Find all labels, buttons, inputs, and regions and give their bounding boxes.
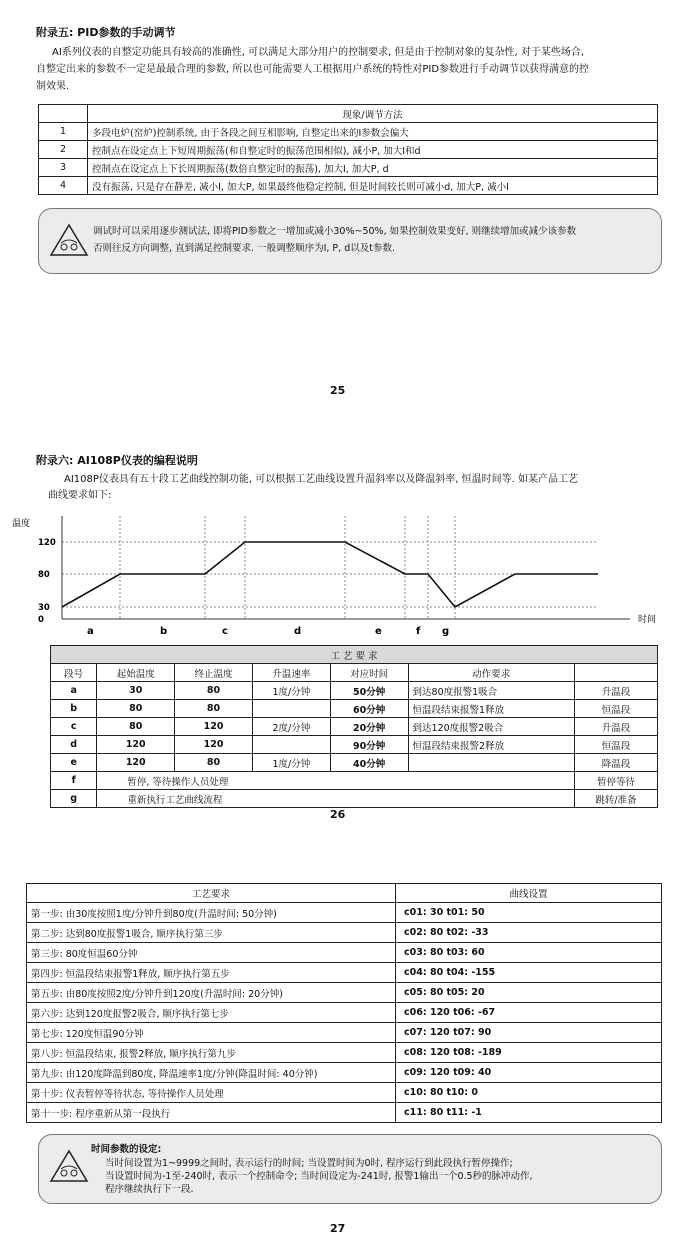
y-tick-label: 80 (38, 570, 50, 580)
step-requirement: 第六步: 达到120度报警2吸合, 顺序执行第七步 (27, 1003, 396, 1023)
proc-cell: 80 (175, 682, 253, 700)
proc-cell: 恒温段 (574, 700, 657, 718)
proc-cell: 80 (97, 718, 175, 736)
step-row (27, 983, 662, 1003)
step-setting: c07: 120 t07: 90 (396, 1023, 662, 1043)
section5-para-line2: 自整定出来的参数不一定是最最合理的参数, 所以也可能需要人工根据用户系统的特性对PID参数进行手动调节以获得满意的控 (36, 64, 590, 75)
proc-row (51, 682, 658, 700)
step-requirement: 第八步: 恒温段结束, 报警2释放, 顺序执行第九步 (27, 1043, 396, 1063)
y-tick-label: 30 (38, 603, 50, 613)
segment-label: c (222, 626, 228, 637)
step-row (27, 903, 662, 923)
warning-icon (49, 1149, 89, 1183)
proc-cell: 恒温段结束报警1释放 (408, 700, 574, 718)
proc-header-cell: 升温速率 (252, 664, 330, 682)
proc-cell: 升温段 (574, 718, 657, 736)
tip2-line3: 程序继续执行下一段. (105, 1184, 194, 1195)
proc-cell: 80 (97, 700, 175, 718)
step-setting: c03: 80 t03: 60 (396, 943, 662, 963)
step-setting: c10: 80 t10: 0 (396, 1083, 662, 1103)
section5-para-line3: 制效果. (36, 81, 70, 92)
proc-cell: 20分钟 (330, 718, 408, 736)
process-table-title: 工 艺 要 求 (51, 646, 658, 664)
proc-header-cell: 终止温度 (175, 664, 253, 682)
proc-row (51, 718, 658, 736)
process-curve-chart (10, 508, 690, 638)
step-row (27, 1043, 662, 1063)
proc-cell: 1度/分钟 (252, 682, 330, 700)
tip-box-2 (38, 1134, 662, 1204)
pid-row-text: 控制点在设定点上下短周期振荡(和自整定时的振荡范围相似), 减小P, 加大I和d (88, 141, 658, 159)
steps-header-req: 工艺要求 (27, 884, 396, 903)
step-row (27, 1083, 662, 1103)
step-row (27, 923, 662, 943)
y-axis-label: 温度 (12, 519, 31, 529)
proc-cell: 到达80度报警1吸合 (408, 682, 574, 700)
proc-header-cell: 起始温度 (97, 664, 175, 682)
proc-cell: 恒温段结束报警2释放 (408, 736, 574, 754)
pid-row-text: 没有振荡, 只是存在静差, 减小I, 加大P, 如果最终他稳定控制, 但是时间较长则可减小d, 加大P, 减小I (88, 177, 658, 195)
proc-row (51, 700, 658, 718)
proc-cell (252, 700, 330, 718)
tip2-line2: 当设置时间为-1至-240时, 表示一个控制命令; 当时间设定为-241时, 报警1输出一个0.5秒的脉冲动作, (105, 1171, 533, 1182)
segment-label: a (87, 626, 94, 637)
step-row (27, 1063, 662, 1083)
section6-para-line1: AI108P仪表具有五十段工艺曲线控制功能, 可以根据工艺曲线设置升温斜率以及降温斜率, 恒温时间等. 如某产品工艺 (64, 474, 578, 485)
proc-cell: 60分钟 (330, 700, 408, 718)
warning-icon (49, 223, 89, 257)
proc-cell: 升温段 (574, 682, 657, 700)
segment-label: g (442, 626, 450, 637)
pid-row-num: 2 (39, 141, 88, 159)
proc-cell: 到达120度报警2吸合 (408, 718, 574, 736)
step-requirement: 第二步: 达到80度报警1吸合, 顺序执行第三步 (27, 923, 396, 943)
proc-cell: 30 (97, 682, 175, 700)
proc-id: g (51, 790, 97, 808)
y-tick-label: 120 (38, 538, 56, 548)
proc-cell: d (51, 736, 97, 754)
proc-text: 重新执行工艺曲线流程 (97, 790, 575, 808)
section5-title: 附录五: PID参数的手动调节 (36, 26, 176, 39)
proc-cell: 90分钟 (330, 736, 408, 754)
step-setting: c05: 80 t05: 20 (396, 983, 662, 1003)
pid-table-header: 现象/调节方法 (88, 105, 658, 123)
x-axis-label: 时间 (638, 615, 657, 625)
step-requirement: 第七步: 120度恒温90分钟 (27, 1023, 396, 1043)
section6-title: 附录六: AI108P仪表的编程说明 (36, 454, 198, 467)
tip2-line1: 当时间设置为1~9999之间时, 表示运行的时间; 当设置时间为0时, 程序运行到此段执行暂停操作; (105, 1158, 513, 1169)
tip1-line1: 调试时可以采用逐步测试法, 即将PID参数之一增加或减小30%~50%, 如果控制效果变好, 则继续增加或减少该参数 (93, 226, 577, 237)
tip1-line2: 否则往反方向调整, 直到满足控制要求. 一般调整顺序为I, P, d以及t参数. (93, 243, 395, 254)
proc-header-cell: 对应时间 (330, 664, 408, 682)
step-setting: c02: 80 t02: -33 (396, 923, 662, 943)
proc-cell: 降温段 (574, 754, 657, 772)
proc-cell (252, 736, 330, 754)
proc-row (51, 736, 658, 754)
step-row (27, 963, 662, 983)
steps-table (26, 883, 662, 1123)
proc-id: f (51, 772, 97, 790)
page-number-27: 27 (330, 1222, 346, 1235)
proc-text: 暂停, 等待操作人员处理 (97, 772, 575, 790)
step-setting: c04: 80 t04: -155 (396, 963, 662, 983)
step-requirement: 第四步: 恒温段结束报警1释放, 顺序执行第五步 (27, 963, 396, 983)
step-requirement: 第九步: 由120度降温到80度, 降温速率1度/分钟(降温时间: 40分钟) (27, 1063, 396, 1083)
step-row (27, 1003, 662, 1023)
step-requirement: 第五步: 由80度按照2度/分钟升到120度(升温时间: 20分钟) (27, 983, 396, 1003)
proc-cell (408, 754, 574, 772)
tip-box-1 (38, 208, 662, 274)
page-number-26: 26 (330, 808, 346, 821)
step-row (27, 1103, 662, 1123)
proc-header-cell: 段号 (51, 664, 97, 682)
pid-table (38, 104, 658, 195)
step-setting: c01: 30 t01: 50 (396, 903, 662, 923)
step-setting: c11: 80 t11: -1 (396, 1103, 662, 1123)
page-number-25: 25 (330, 384, 346, 397)
segment-label: d (294, 626, 302, 637)
proc-end: 暂停等待 (574, 772, 657, 790)
step-requirement: 第三步: 80度恒温60分钟 (27, 943, 396, 963)
proc-cell: c (51, 718, 97, 736)
proc-cell: 120 (175, 736, 253, 754)
proc-cell: 80 (175, 700, 253, 718)
pid-row-num: 1 (39, 123, 88, 141)
proc-cell: 2度/分钟 (252, 718, 330, 736)
segment-label: f (416, 626, 421, 637)
proc-cell: 120 (97, 754, 175, 772)
pid-row-num: 3 (39, 159, 88, 177)
proc-cell: 1度/分钟 (252, 754, 330, 772)
step-requirement: 第十步: 仪表暂停等待状态, 等待操作人员处理 (27, 1083, 396, 1103)
proc-row (51, 754, 658, 772)
pid-row-num: 4 (39, 177, 88, 195)
process-table (50, 645, 658, 808)
proc-cell: 80 (175, 754, 253, 772)
section5-para-line1: AI系列仪表的自整定功能具有较高的准确性, 可以满足大部分用户的控制要求, 但是由于控制对象的复杂性, 对于某些场合, (52, 47, 585, 58)
proc-cell: a (51, 682, 97, 700)
step-setting: c08: 120 t08: -189 (396, 1043, 662, 1063)
y-tick-label: 0 (38, 615, 44, 625)
pid-row-text: 多段电炉(窑炉)控制系统, 由于各段之间互相影响, 自整定出来的I参数会偏大 (88, 123, 658, 141)
step-setting: c06: 120 t06: -67 (396, 1003, 662, 1023)
segment-label: e (375, 626, 382, 637)
proc-header-cell: 动作要求 (408, 664, 574, 682)
step-setting: c09: 120 t09: 40 (396, 1063, 662, 1083)
proc-cell: e (51, 754, 97, 772)
segment-label: b (160, 626, 168, 637)
proc-cell: 120 (175, 718, 253, 736)
step-row (27, 943, 662, 963)
steps-header-setting: 曲线设置 (396, 884, 662, 903)
step-row (27, 1023, 662, 1043)
proc-header-cell (574, 664, 657, 682)
proc-cell: 40分钟 (330, 754, 408, 772)
proc-cell: 120 (97, 736, 175, 754)
tip2-title: 时间参数的设定: (91, 1144, 162, 1155)
pid-row-text: 控制点在设定点上下长周期振荡(数倍自整定时的振荡), 加大I, 加大P, d (88, 159, 658, 177)
proc-cell: b (51, 700, 97, 718)
step-requirement: 第十一步: 程序重新从第一段执行 (27, 1103, 396, 1123)
proc-end: 跳转/准备 (574, 790, 657, 808)
step-requirement: 第一步: 由30度按照1度/分钟升到80度(升温时间: 50分钟) (27, 903, 396, 923)
proc-cell: 恒温段 (574, 736, 657, 754)
section6-para-line2: 曲线要求如下: (48, 490, 112, 501)
proc-cell: 50分钟 (330, 682, 408, 700)
